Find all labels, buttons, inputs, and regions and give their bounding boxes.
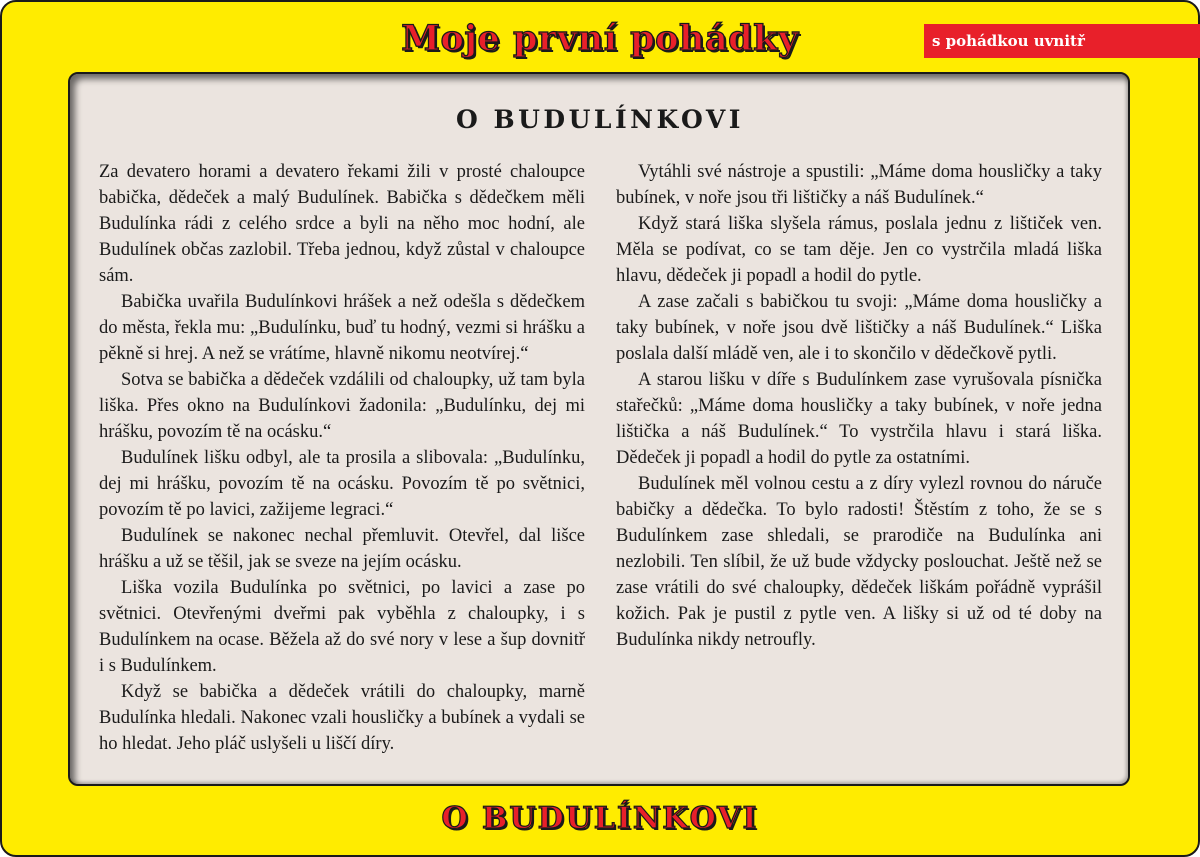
paragraph: Když se babička a dědeček vrátili do chaloupky, marně Budulínka hledali. Nakonec vzali housličky a bubínek a vydali se ho hledat. Jeho pláč uslyšeli u liščí díry. [99, 682, 585, 754]
paragraph: Vytáhli své nástroje a spustili: „Máme doma housličky a taky bubínek, v noře jsou tři lištičky a náš Budulínek.“ [616, 162, 1102, 208]
paragraph: Budulínek se nakonec nechal přemluvit. Otevřel, dal lišce hrášku a už se těšil, jak se sveze na jejím ocásku. [99, 526, 585, 572]
right-text-column [616, 159, 1102, 653]
left-text-column [99, 159, 585, 757]
footer-title: O BUDULÍNKOVI [441, 801, 759, 836]
paragraph: Babička uvařila Budulínkovi hrášek a než odešla s dědečkem do města, řekla mu: „Budulínku, buď tu hodný, vezmi si hrášku a pěkně si hrej. A než se vrátíme, hlavně nikomu neotvírej.“ [99, 292, 585, 364]
paragraph: Budulínek lišku odbyl, ale ta prosila a slibovala: „Budulínku, dej mi hrášku, povozím tě na ocásku. Povozím tě po světnici, povozím tě po lavici, zažijeme legraci.“ [99, 448, 585, 520]
paragraph: A starou lišku v díře s Budulínkem zase vyrušovala písnička stařečků: „Máme doma housličky a taky bubínek, v noře jedna lištička a náš Budulínek.“ To vystrčila hlavu i stará liška. Dědeček ji popadl a hodil do pytle za ostatními. [616, 370, 1102, 468]
story-inside-badge: s pohádkou uvnitř [924, 24, 1200, 58]
series-title: Moje první pohádky [401, 18, 799, 59]
paragraph: Sotva se babička a dědeček vzdálili od chaloupky, už tam byla liška. Přes okno na Budulínkovi žadonila: „Budulínku, dej mi hrášku, povozím tě na ocásku.“ [99, 370, 585, 442]
paragraph: Když stará liška slyšela rámus, poslala jednu z lištiček ven. Měla se podívat, co se tam děje. Jen co vystrčila mladá liška hlavu, dědeček ji popadl a hodil do pytle. [616, 214, 1102, 286]
paragraph: Liška vozila Budulínka po světnici, po lavici a zase po světnici. Otevřenými dveřmi pak vyběhla z chaloupky, i s Budulínkem na ocase. Běžela až do své nory v lese a šup dovnitř i s Budulínkem. [99, 578, 585, 676]
paragraph: Za devatero horami a devatero řekami žili v prosté chaloupce babička, dědeček a malý Budulínek. Babička s dědečkem měli Budulínka rádi z celého srdce a byli na něho moc hodní, ale Budulínek občas zazlobil. Třeba jednou, když zůstal v chaloupce sám. [99, 162, 585, 286]
paragraph: A zase začali s babičkou tu svoji: „Máme doma housličky a taky bubínek, v noře jsou dvě lištičky a náš Budulínek.“ Liška poslala další mládě ven, ale i to skončilo v dědečkově pytli. [616, 292, 1102, 364]
paragraph: Budulínek měl volnou cestu a z díry vylezl rovnou do náruče babičky a dědečka. To bylo radosti! Štěstím z toho, že se s Budulínkem zase shledali, se prarodiče na Budulínka ani nezlobili. Ten slíbil, že už bude vždycky poslouchat. Ještě než se zase vrátili do své chaloupky, dědeček liškám pořádně vyprášil kožich. Pak je pustil z pytle ven. A lišky si už od té doby na Budulínka nikdy netroufly. [616, 474, 1102, 650]
story-title: O BUDULÍNKOVI [455, 105, 744, 134]
